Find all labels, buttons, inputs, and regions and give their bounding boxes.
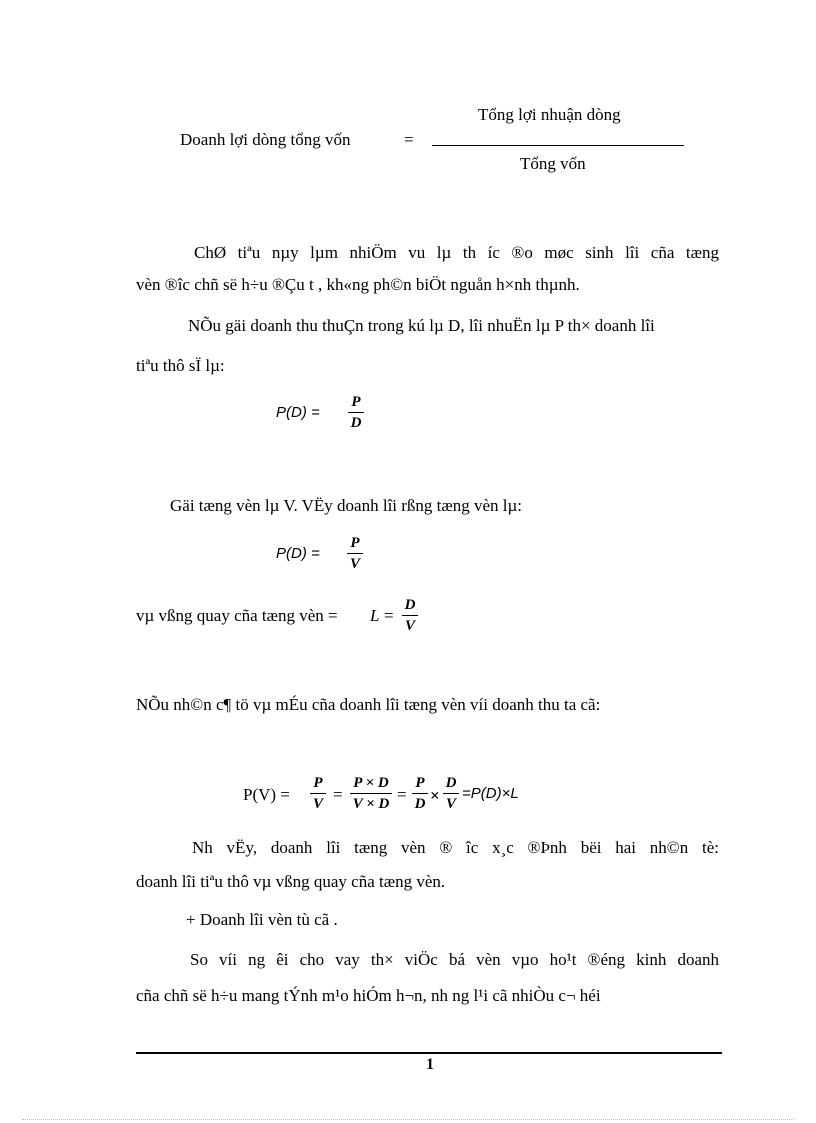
- equals-sign: =: [397, 785, 407, 804]
- formula-left-label: Doanh lợi dòng tổng vốn: [180, 130, 351, 149]
- fraction-d-over-v: [443, 776, 459, 812]
- fraction-line: [347, 553, 363, 554]
- fraction-denominator: D: [414, 796, 426, 812]
- page-edge-divider: [22, 1119, 794, 1120]
- fraction-denominator: V: [404, 618, 415, 634]
- fraction-numerator: P: [351, 394, 361, 410]
- fraction-line: [443, 793, 459, 794]
- fraction-denominator: D: [350, 415, 362, 431]
- equals-sign: =: [333, 785, 343, 804]
- equation-lhs: P(D) =: [276, 545, 320, 562]
- turnover-variable: L: [370, 606, 380, 625]
- paragraph-6-line-1: So víi ng êi cho vay th× viÖc bá vèn vµo ho¹t ®éng kinh doanh: [190, 950, 719, 969]
- fraction-pd-over-vd: [350, 776, 392, 812]
- fraction-numerator: P: [313, 775, 323, 791]
- fraction-p-over-d: [412, 776, 428, 812]
- paragraph-3: Gäi tæng vèn lµ V. VËy doanh lîi rßng tæng vèn lµ:: [170, 496, 523, 515]
- turnover-text: vµ vßng quay cña tæng vèn =: [136, 606, 338, 625]
- fraction-bar: [432, 145, 684, 146]
- equation-big-lhs: P(V) =: [243, 785, 290, 804]
- formula-numerator: Tổng lợi nhuận dòng: [478, 105, 621, 124]
- formula-equals: =: [404, 130, 414, 149]
- paragraph-5-line-1: Nh vËy, doanh lîi tæng vèn ® îc x¸c ®Þnh bëi hai nh©n tè:: [192, 838, 719, 857]
- fraction-denominator: V: [349, 556, 360, 572]
- equation-tail: =P(D)×L: [462, 785, 519, 802]
- turnover-equals: =: [384, 606, 394, 625]
- fraction-denominator: V: [312, 796, 323, 812]
- fraction-p-over-v: [347, 536, 363, 572]
- footer-rule: [136, 1052, 722, 1054]
- fraction-numerator: D: [404, 597, 416, 613]
- fraction-d-over-v: [402, 598, 418, 634]
- fraction-numerator: D: [445, 775, 457, 791]
- equation-lhs: P(D) =: [276, 404, 320, 421]
- paragraph-5-line-2: doanh lîi tiªu thô vµ vßng quay cña tæng vèn.: [136, 872, 446, 891]
- fraction-line: [348, 412, 364, 413]
- fraction-line: [402, 615, 418, 616]
- page-number: 1: [426, 1056, 434, 1073]
- fraction-numerator: P: [415, 775, 425, 791]
- paragraph-1-line-2: vèn ®îc chñ së h÷u ®Çu t , kh«ng ph©n biÖt nguån h×nh thµnh.: [136, 275, 580, 294]
- fraction-line: [350, 793, 392, 794]
- paragraph-4: NÕu nh©n c¶ tö vµ mÉu cña doanh lîi tæng vèn víi doanh thu ta cã:: [136, 695, 601, 714]
- fraction-p-over-d: [348, 395, 364, 431]
- paragraph-1-line-1: ChØ tiªu nµy lµm nhiÖm vu lµ th íc ®o møc sinh lîi cña tæng: [194, 243, 719, 262]
- multiply-sign: ×: [430, 786, 440, 805]
- fraction-numerator: P × D: [353, 775, 389, 791]
- paragraph-2-line-1: NÕu gäi doanh thu thuÇn trong kú lµ D, lîi nhuËn lµ P th× doanh lîi: [188, 316, 655, 335]
- fraction-numerator: P: [350, 535, 360, 551]
- fraction-denominator: V: [445, 796, 456, 812]
- fraction-line: [310, 793, 326, 794]
- fraction-denominator: V × D: [352, 796, 390, 812]
- fraction-line: [412, 793, 428, 794]
- paragraph-6-line-2: cña chñ së h÷u mang tÝnh m¹o hiÓm h¬n, nh ng l¹i cã nhiÒu c¬ héi: [136, 986, 601, 1005]
- fraction-p-over-v: [310, 776, 326, 812]
- paragraph-2-line-2: tiªu thô sÏ lµ:: [136, 356, 225, 375]
- bullet-item: + Doanh lîi vèn tù cã .: [186, 910, 338, 929]
- formula-denominator: Tổng vốn: [520, 154, 586, 173]
